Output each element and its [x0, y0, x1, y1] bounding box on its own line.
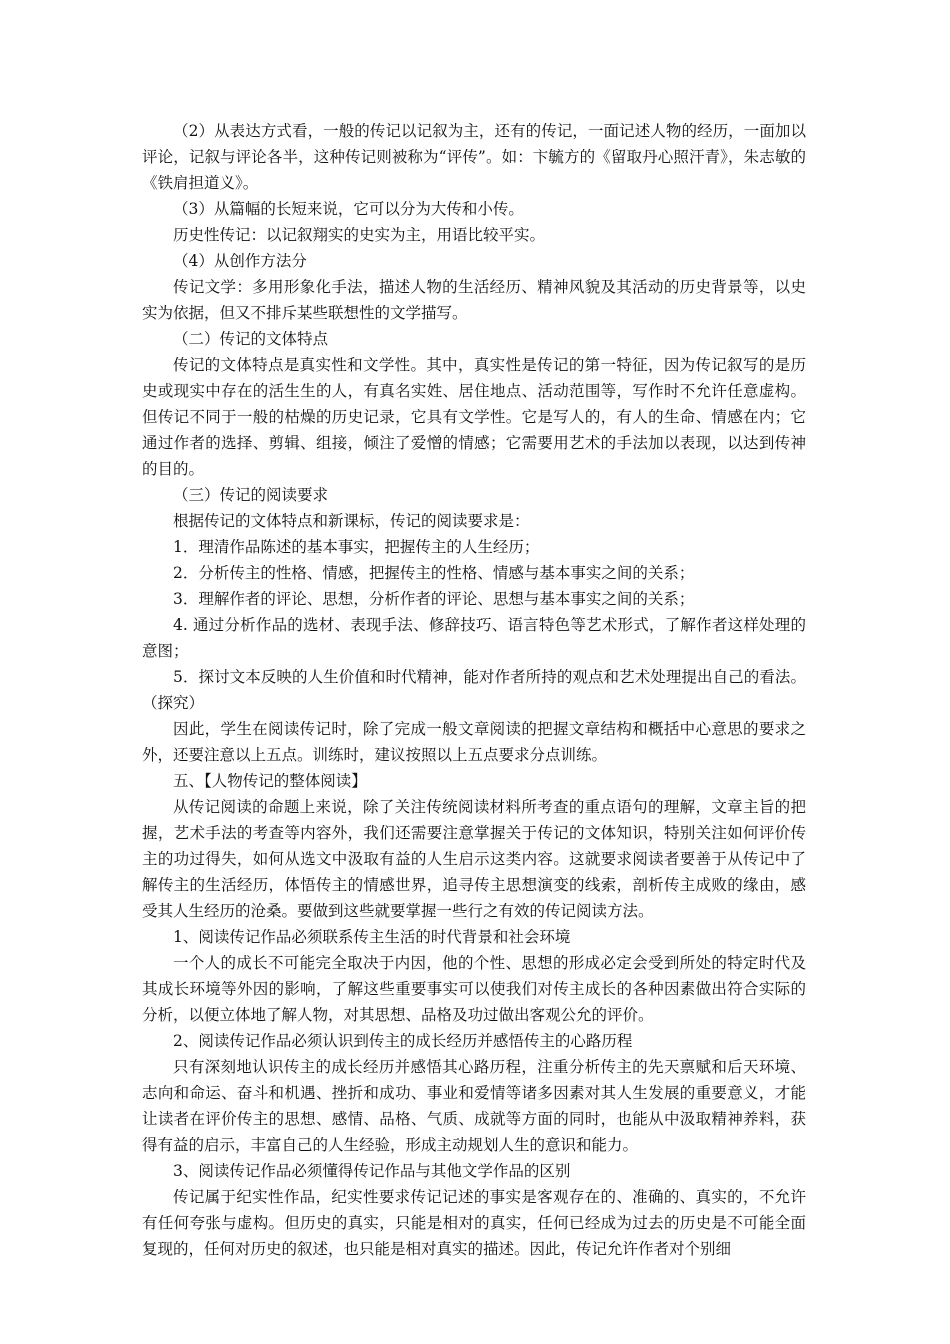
- paragraph-length-category: （3）从篇幅的长短来说，它可以分为大传和小传。: [173, 200, 524, 218]
- subheading-method-3: 3、阅读传记作品必须懂得传记作品与其他文学作品的区别: [173, 1162, 571, 1180]
- section-heading-reading-requirements: （三）传记的阅读要求: [173, 486, 329, 504]
- subheading-method-2: 2、阅读传记作品必须认识到传主的成长经历并感悟传主的心路历程: [173, 1032, 633, 1050]
- paragraph-method-2: 只有深刻地认识传主的成长经历并感悟其心路历程，注重分析传主的先天禀赋和后天环境、志向和命运、奋斗和机遇、挫折和成功、事业和爱情等诸多因素对其人生发展的重要意义，才能让读者在评价传主的思想、感情、品格、气质、成就等方面的同时，也能从中汲取精神养料，获得有益的启示，丰富自己的人生经验，形成主动规划人生的意识和能力。: [142, 1058, 806, 1154]
- paragraph-requirements-conclusion: 因此，学生在阅读传记时，除了完成一般文章阅读的把握文章结构和概括中心意思的要求之外，还要注意以上五点。训练时，建议按照以上五点要求分点训练。: [142, 720, 806, 764]
- paragraph-method-3: 传记属于纪实性作品，纪实性要求传记记述的事实是客观存在的、准确的、真实的，不允许有任何夸张与虚构。但历史的真实，只能是相对的真实，任何已经成为过去的历史是不可能全面复现的，任何对历史的叙述，也只能是相对真实的描述。因此，传记允许作者对个别细: [142, 1188, 806, 1258]
- paragraph-expression-method: （2）从表达方式看，一般的传记以记叙为主，还有的传记，一面记述人物的经历，一面加以评论，记叙与评论各半，这种传记则被称为“评传”。如：卞毓方的《留取丹心照汗青》，朱志敏的《铁肩担道义》。: [142, 122, 806, 192]
- paragraph-requirements-intro: 根据传记的文体特点和新课标，传记的阅读要求是：: [173, 512, 530, 530]
- paragraph-creative-method-heading: （4）从创作方法分: [173, 252, 307, 270]
- list-item-requirement-5: 5．探讨文本反映的人生价值和时代精神，能对作者所持的观点和艺术处理提出自己的看法。（探究）: [142, 668, 806, 712]
- paragraph-genre-features: 传记的文体特点是真实性和文学性。其中，真实性是传记的第一特征，因为传记叙写的是历史或现实中存在的活生生的人，有真名实姓、居住地点、活动范围等，写作时不允许任意虚构。但传记不同于一般的枯燥的历史记录，它具有文学性。它是写人的，有人的生命、情感在内；它通过作者的选择、剪辑、组接，倾注了爱憎的情感；它需要用艺术的手法加以表现，以达到传神的目的。: [142, 356, 806, 478]
- paragraph-whole-reading: 从传记阅读的命题上来说，除了关注传统阅读材料所考查的重点语句的理解，文章主旨的把握，艺术手法的考查等内容外，我们还需要注意掌握关于传记的文体知识，特别关注如何评价传主的功过得失，如何从选文中汲取有益的人生启示这类内容。这就要求阅读者要善于从传记中了解传主的生活经历，体悟传主的情感世界，追寻传主思想演变的线索，剖析传主成败的缘由，感受其人生经历的沧桑。要做到这些就要掌握一些行之有效的传记阅读方法。: [142, 798, 806, 920]
- section-heading-whole-reading: 五、【人物传记的整体阅读】: [173, 772, 367, 790]
- paragraph-historical-biography: 历史性传记：以记叙翔实的史实为主，用语比较平实。: [173, 226, 546, 244]
- paragraph-method-1: 一个人的成长不可能完全取决于内因，他的个性、思想的形成必定会受到所处的特定时代及其成长环境等外因的影响，了解这些重要事实可以使我们对传主成长的各种因素做出符合实际的分析，以便立体地了解人物，对其思想、品格及功过做出客观公允的评价。: [142, 954, 806, 1024]
- section-heading-genre-features: （二）传记的文体特点: [173, 330, 329, 348]
- list-item-requirement-1: 1．理清作品陈述的基本事实，把握传主的人生经历；: [173, 538, 540, 556]
- paragraph-biographical-literature: 传记文学：多用形象化手法，描述人物的生活经历、精神风貌及其活动的历史背景等，以史实为依据，但又不排斥某些联想性的文学描写。: [142, 278, 806, 322]
- document-body: [142, 118, 806, 1262]
- list-item-requirement-4: 4. 通过分析作品的选材、表现手法、修辞技巧、语言特色等艺术形式，了解作者这样处理的意图；: [142, 616, 806, 660]
- list-item-requirement-3: 3．理解作者的评论、思想，分析作者的评论、思想与基本事实之间的关系；: [173, 590, 695, 608]
- list-item-requirement-2: 2．分析传主的性格、情感，把握传主的性格、情感与基本事实之间的关系；: [173, 564, 695, 582]
- subheading-method-1: 1、阅读传记作品必须联系传主生活的时代背景和社会环境: [173, 928, 571, 946]
